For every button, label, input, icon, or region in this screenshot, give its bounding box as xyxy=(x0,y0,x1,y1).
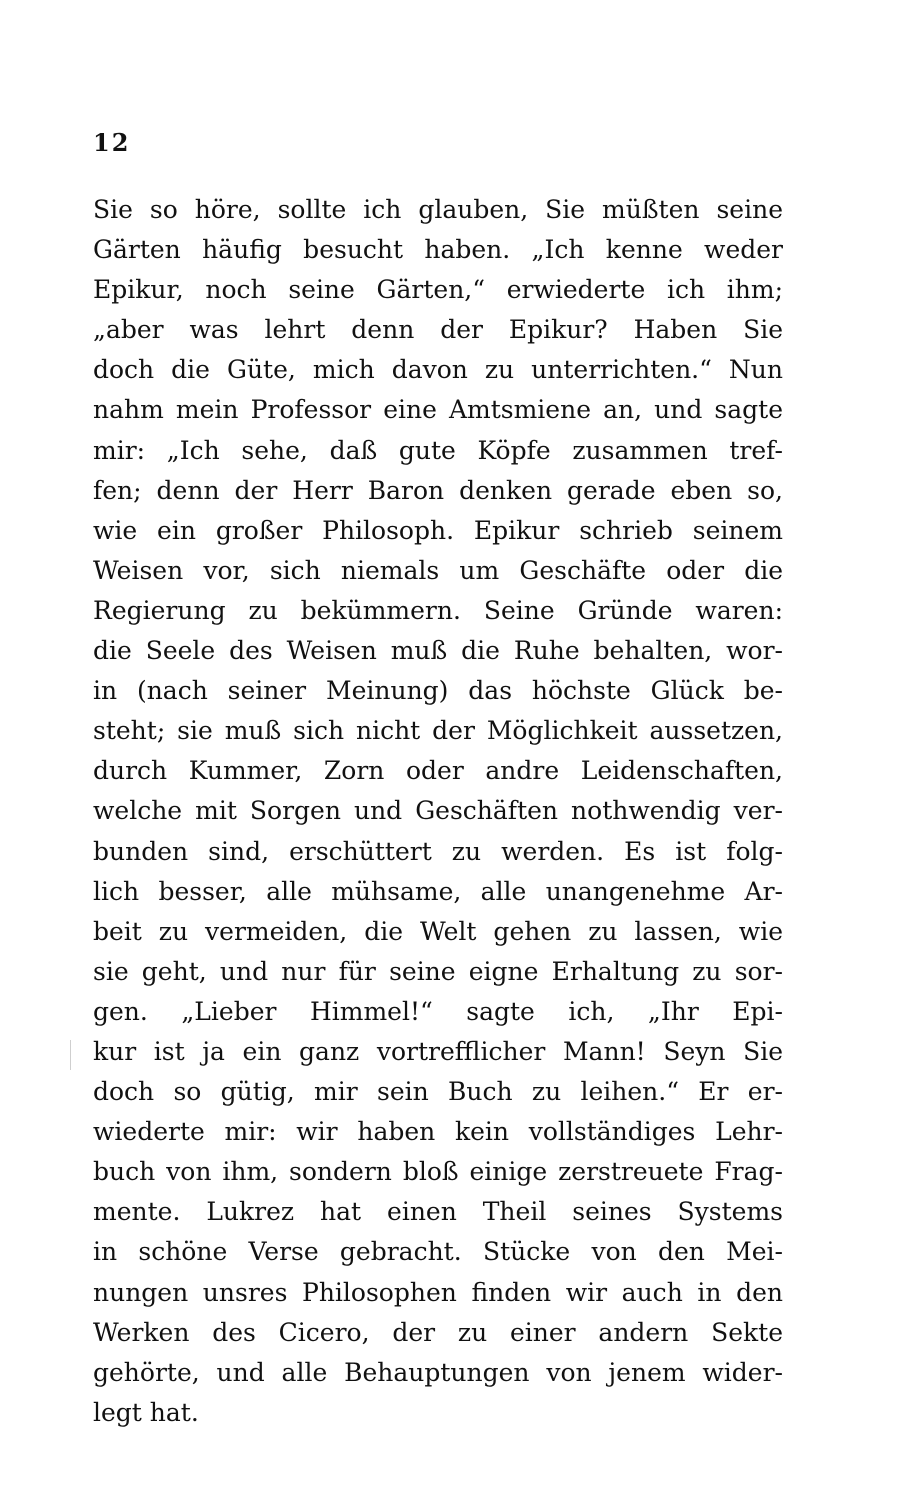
text-line: die Seele des Weisen muß die Ruhe behalten, wor- xyxy=(93,636,783,666)
text-line: nahm mein Professor eine Amtsmiene an, und sagte xyxy=(93,395,783,425)
text-line: „aber was lehrt denn der Epikur? Haben Sie xyxy=(93,315,783,345)
text-line: wie ein großer Philosoph. Epikur schrieb seinem xyxy=(93,515,783,545)
text-line: Sie so höre, sollte ich glauben, Sie müßten seine xyxy=(93,195,783,224)
text-line: in schöne Verse gebracht. Stücke von den Mei- xyxy=(93,1237,783,1267)
body-text xyxy=(93,190,783,1433)
text-line: wiederte mir: wir haben kein vollständiges Lehr- xyxy=(93,1117,783,1147)
text-line: doch die Güte, mich davon zu unterrichten.“ Nun xyxy=(93,355,783,385)
text-line: beit zu vermeiden, die Welt gehen zu lassen, wie xyxy=(93,916,783,946)
margin-mark xyxy=(70,1040,71,1070)
text-line: steht; sie muß sich nicht der Möglichkeit aussetzen, xyxy=(93,716,783,746)
text-line: kur ist ja ein ganz vortrefflicher Mann! Seyn Sie xyxy=(93,1036,783,1066)
text-line: fen; denn der Herr Baron denken gerade eben so, xyxy=(93,475,783,505)
text-line: legt hat. xyxy=(93,1397,199,1427)
text-line: gehörte, und alle Behauptungen von jenem wider- xyxy=(93,1357,783,1387)
text-line: Weisen vor, sich niemals um Geschäfte oder die xyxy=(93,555,783,585)
text-line: in (nach seiner Meinung) das höchste Glück be- xyxy=(93,676,783,706)
text-line: mir: „Ich sehe, daß gute Köpfe zusammen tref- xyxy=(93,435,783,465)
text-line: welche mit Sorgen und Geschäften nothwendig ver- xyxy=(93,796,783,826)
text-line: Werken des Cicero, der zu einer andern Sekte xyxy=(93,1317,783,1347)
page-number: 12 xyxy=(93,128,131,157)
text-line: gen. „Lieber Himmel!“ sagte ich, „Ihr Epi- xyxy=(93,996,783,1026)
text-line: sie geht, und nur für seine eigne Erhaltung zu sor- xyxy=(93,956,783,986)
text-line: Regierung zu bekümmern. Seine Gründe waren: xyxy=(93,595,783,625)
text-line: Gärten häufig besucht haben. „Ich kenne weder xyxy=(93,235,783,265)
text-line: nungen unsres Philosophen finden wir auch in den xyxy=(93,1277,783,1307)
text-line: Epikur, noch seine Gärten,“ erwiederte ich ihm; xyxy=(93,275,783,305)
text-line: buch von ihm, sondern bloß einige zerstreuete Frag- xyxy=(93,1157,783,1187)
text-line: lich besser, alle mühsame, alle unangenehme Ar- xyxy=(93,876,783,906)
text-line: doch so gütig, mir sein Buch zu leihen.“ Er er- xyxy=(93,1077,783,1107)
text-line: bunden sind, erschüttert zu werden. Es ist folg- xyxy=(93,836,783,866)
text-line: durch Kummer, Zorn oder andre Leidenschaften, xyxy=(93,756,783,786)
text-line: mente. Lukrez hat einen Theil seines Systems xyxy=(93,1197,783,1227)
